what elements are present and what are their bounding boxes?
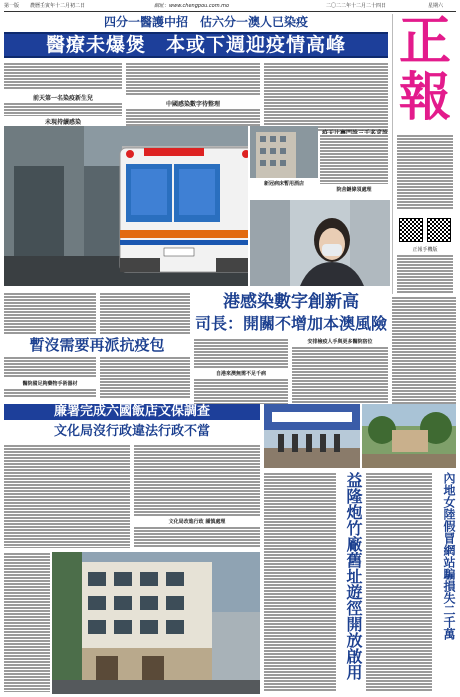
lead-headline-banner [4,32,388,58]
story5-headline: 益隆炮竹廠舊址遊徑開放啟用 [344,472,363,680]
story3-body-e [100,356,190,398]
masthead-qr-caption: 正報手機版 [412,247,438,253]
masthead-notice [397,254,453,294]
story4-subhead: 文化局改進行政 謹慎處理 [168,519,226,525]
header-strip [4,2,456,12]
fireworks-factory-photo-1 [264,404,360,468]
story4-headline-1: 廉署完成六國飯店文保調查 [53,404,210,419]
lead-body-col-3 [264,62,388,132]
story4-body-a [4,444,130,548]
story2-subhead-1: 安排檢疫人手與更多醫院宿位 [307,339,373,345]
website-link[interactable]: www.chengpou.com.mo [169,3,230,9]
story2-body-b [194,378,288,404]
website-label [154,2,229,11]
story4-body-b [134,444,260,516]
lead-body-col-2b [126,108,260,126]
story3-headline: 暫沒需要再派抗疫包 [29,336,165,354]
park-illustration [362,404,456,468]
story2-subhead-2: 自港來澳無需不足千病 [215,371,266,377]
lead-headline: 醫療未爆煲 本或下週迎疫情高峰 [45,34,346,56]
fireworks-factory-photo-2 [362,404,456,468]
ambulance-illustration [4,126,248,286]
official-illustration [250,200,390,286]
lead-body-col-1b [4,102,122,116]
masthead [392,11,456,294]
lead-subhead-1: 前天第一名染疫新生兒 [32,95,93,102]
story3-body-b [100,292,190,334]
website-prefix: 網址： [154,3,170,9]
story4-banner [4,404,260,420]
story3-subhead: 醫院備足夠藥物手術器材 [22,381,78,387]
page-label: 第一版 [4,3,20,9]
story2-headline-1: 港感染數字創新高 [223,292,359,312]
lunar-date: 農曆壬寅年十二月初二日 [30,3,86,9]
lead-body-col-1 [4,62,122,90]
lead-subhead-3: 中國感染數字待整理 [165,101,220,108]
masthead-info [397,134,453,210]
story4-headline-2: 文化局沒行政違法行政不當 [53,424,210,439]
building-illustration [52,552,260,694]
official-portrait-photo [250,200,390,286]
weekday: 星期六 [428,3,444,9]
hotel-building-photo [52,552,260,694]
story4-body-c [134,526,260,548]
story6-headline: 內地女陸假冒網站騙損失二千萬 [442,472,456,640]
lead-body-col-5 [392,296,456,406]
lead-subhead-5: 院舍鏈條須處理 [336,187,372,193]
story2-body-a [194,338,288,368]
story5-body-a [264,472,336,692]
hotel-illustration [250,126,318,178]
story2-headline-2: 司長：開關不增加本澳風險 [194,314,387,333]
photo-caption-1: 新冠病床暫用酒店 [263,181,304,187]
ceremony-illustration [264,404,360,468]
lead-body-col-4 [320,134,388,184]
issue-date: 二〇二二年十二月二十四日 [326,3,387,9]
lead-subhead-2: 未現持續感染 [44,119,81,126]
story6-body-a [366,472,432,692]
story3-body-c [4,356,96,378]
story4-body-d [4,552,50,692]
masthead-qr-1[interactable] [399,218,423,242]
lead-kicker: 四分一醫護中招 估六分一澳人已染疫 [103,15,308,29]
lead-body-col-2 [126,62,260,96]
hotel-photo [250,126,318,178]
story2-box [194,290,388,406]
story3-body-d [4,388,96,398]
story2-body-c [292,346,388,404]
masthead-qr-2[interactable] [427,218,451,242]
ambulance-photo [4,126,248,286]
story3-body-a [4,292,96,334]
masthead-logo: 正報 [398,11,451,128]
